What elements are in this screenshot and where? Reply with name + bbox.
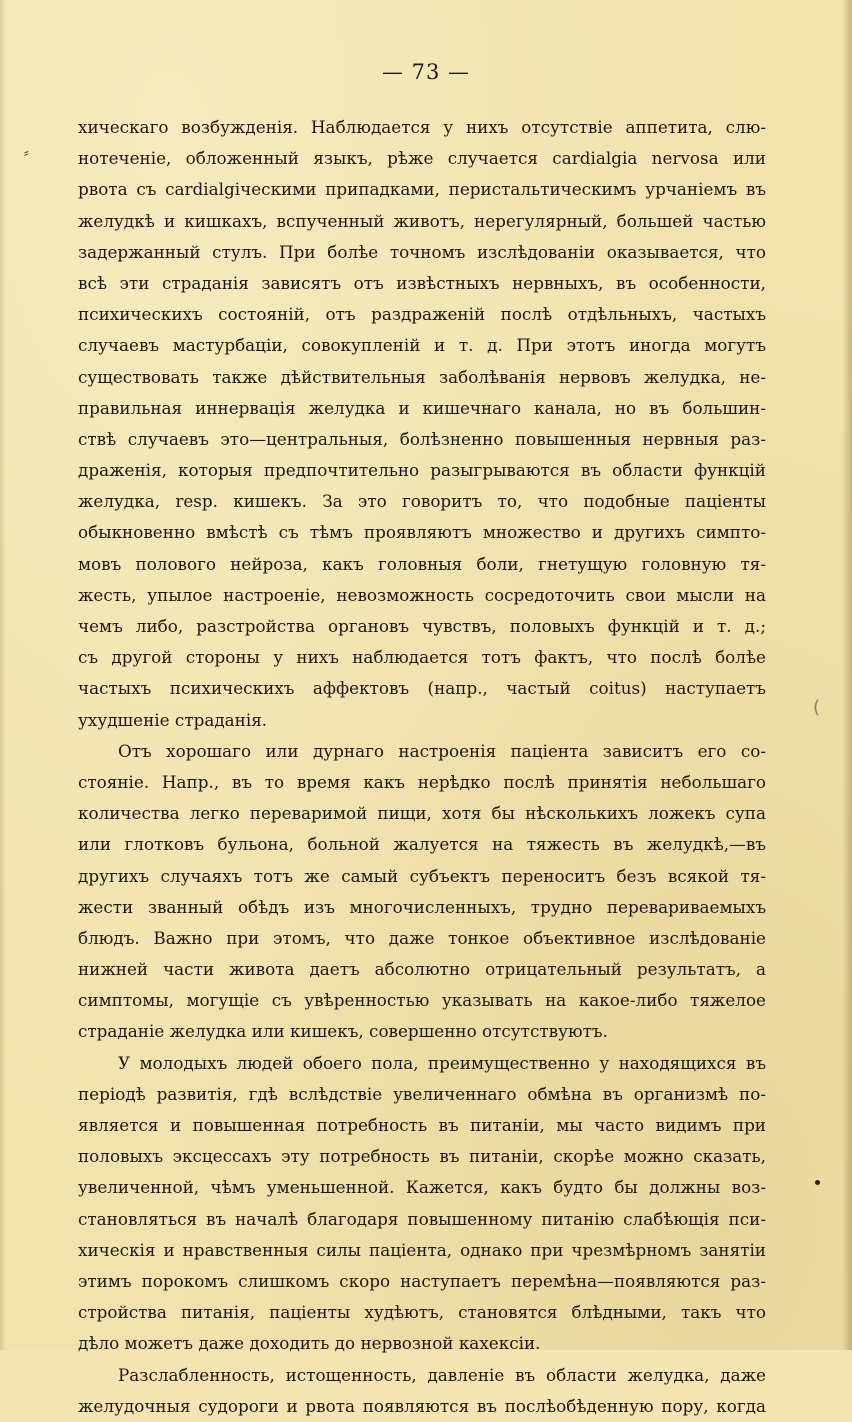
text-line: всѣ эти страданія зависятъ отъ извѣстныхъ нервныхъ, въ особенности, <box>78 272 766 293</box>
text-line: хическія и нравственныя силы паціента, однако при чрезмѣрномъ занятіи <box>78 1239 766 1260</box>
text-line: увеличенной, чѣмъ уменьшенной. Кажется, какъ будто бы должны воз- <box>78 1177 766 1198</box>
text-line: другихъ случаяхъ тотъ же самый субъектъ переноситъ безъ всякой тя- <box>78 865 766 886</box>
page-number: — 73 — <box>381 60 471 84</box>
text-line: правильная иннервація желудка и кишечнаго канала, но въ большин- <box>78 397 766 418</box>
text-line: обыкновенно вмѣстѣ съ тѣмъ проявляютъ множество и другихъ симпто- <box>78 522 766 543</box>
text-line: становляться въ началѣ благодаря повышенному питанію слабѣющія пси- <box>78 1208 766 1229</box>
text-line: стояніе. Напр., въ то время какъ нерѣдко послѣ принятія небольшаго <box>78 771 766 792</box>
text-line: или глотковъ бульона, больной жалуется на тяжесть въ желудкѣ,—въ <box>78 834 766 855</box>
text-line: рвота съ cardialgiческими припадками, перистальтическимъ урчаніемъ въ <box>78 179 766 200</box>
text-line: желудочныя судороги и рвота появляются въ послѣобѣденную пору, когда <box>78 1395 766 1416</box>
margin-mark-right: ( <box>812 697 820 718</box>
text-line: случаевъ мастурбаціи, совокупленій и т. д. При этотъ иногда могутъ <box>78 335 766 356</box>
text-line: желудка, resp. кишекъ. За это говоритъ то, что подобные паціенты <box>78 491 766 512</box>
text-line: страданіе желудка или кишекъ, совершенно отсутствуютъ. <box>78 1021 608 1042</box>
text-line: ствѣ случаевъ это—центральныя, болѣзненно повышенныя нервныя раз- <box>78 428 766 449</box>
text-line: періодѣ развитія, гдѣ вслѣдствіе увеличеннаго обмѣна въ организмѣ по- <box>78 1083 766 1104</box>
text-line: дѣло можетъ даже доходить до нервозной кахексіи. <box>78 1333 541 1354</box>
text-line: частыхъ психическихъ аффектовъ (напр., частый coitus) наступаетъ <box>78 678 766 699</box>
text-line: мовъ полового нейроза, какъ головныя боли, гнетущую головную тя- <box>78 553 766 574</box>
text-line: Отъ хорошаго или дурнаго настроенія паціента зависитъ его со- <box>118 740 766 761</box>
text-line: жесть, упылое настроеніе, невозможность сосредоточить свои мысли на <box>78 584 766 605</box>
text-line: количества легко переваримой пищи, хотя бы нѣсколькихъ ложекъ супа <box>78 803 766 824</box>
text-line: драженія, которыя предпочтительно разыгрываются въ области функцій <box>78 460 766 481</box>
text-line: желудкѣ и кишкахъ, вспученный животъ, нерегулярный, большей частью <box>78 210 766 231</box>
text-line: стройства питанія, паціенты худѣютъ, становятся блѣдными, такъ что <box>78 1302 766 1323</box>
margin-dot-mark <box>815 1180 820 1185</box>
text-line: хическаго возбужденія. Наблюдается у нихъ отсутствіе аппетита, слю- <box>78 117 766 137</box>
text-line: У молодыхъ людей обоего пола, преимущественно у находящихся въ <box>118 1052 766 1073</box>
text-line: существовать также дѣйствительныя заболѣванія нервовъ желудка, не- <box>78 366 766 387</box>
body-text <box>78 112 766 1422</box>
page-right-edge-shadow <box>842 0 852 1350</box>
text-line: половыхъ эксцессахъ эту потребность въ питаніи, скорѣе можно сказать, <box>78 1146 766 1167</box>
text-line: нотеченіе, обложенный языкъ, рѣже случается cardialgia nervosa или <box>78 148 766 169</box>
text-line: является и повышенная потребность въ питаніи, мы часто видимъ при <box>78 1115 766 1135</box>
text-line: блюдъ. Важно при этомъ, что даже тонкое объективное изслѣдованіе <box>78 927 766 948</box>
text-line: задержанный стулъ. При болѣе точномъ изслѣдованіи оказывается, что <box>78 241 766 262</box>
text-line: нижней части живота даетъ абсолютно отрицательный результатъ, а <box>78 959 766 980</box>
text-line: чемъ либо, разстройства органовъ чувствъ, половыхъ функцій и т. д.; <box>78 616 766 636</box>
margin-mark-left: ⸗ <box>24 145 29 161</box>
text-line: Разслабленность, истощенность, давленіе въ области желудка, даже <box>118 1364 766 1385</box>
text-line: съ другой стороны у нихъ наблюдается тотъ фактъ, что послѣ болѣе <box>78 647 766 668</box>
text-line: ухудшеніе страданія. <box>78 709 268 730</box>
page-left-edge-shadow <box>0 0 6 1350</box>
text-line: симптомы, могущіе съ увѣренностью указывать на какое-либо тяжелое <box>78 990 766 1011</box>
text-line: психическихъ состояній, отъ раздраженій послѣ отдѣльныхъ, частыхъ <box>78 304 766 325</box>
text-line: жести званный обѣдъ изъ многочисленныхъ, трудно перевариваемыхъ <box>78 896 766 917</box>
text-line: этимъ порокомъ слишкомъ скоро наступаетъ перемѣна—появляются раз- <box>78 1270 766 1291</box>
